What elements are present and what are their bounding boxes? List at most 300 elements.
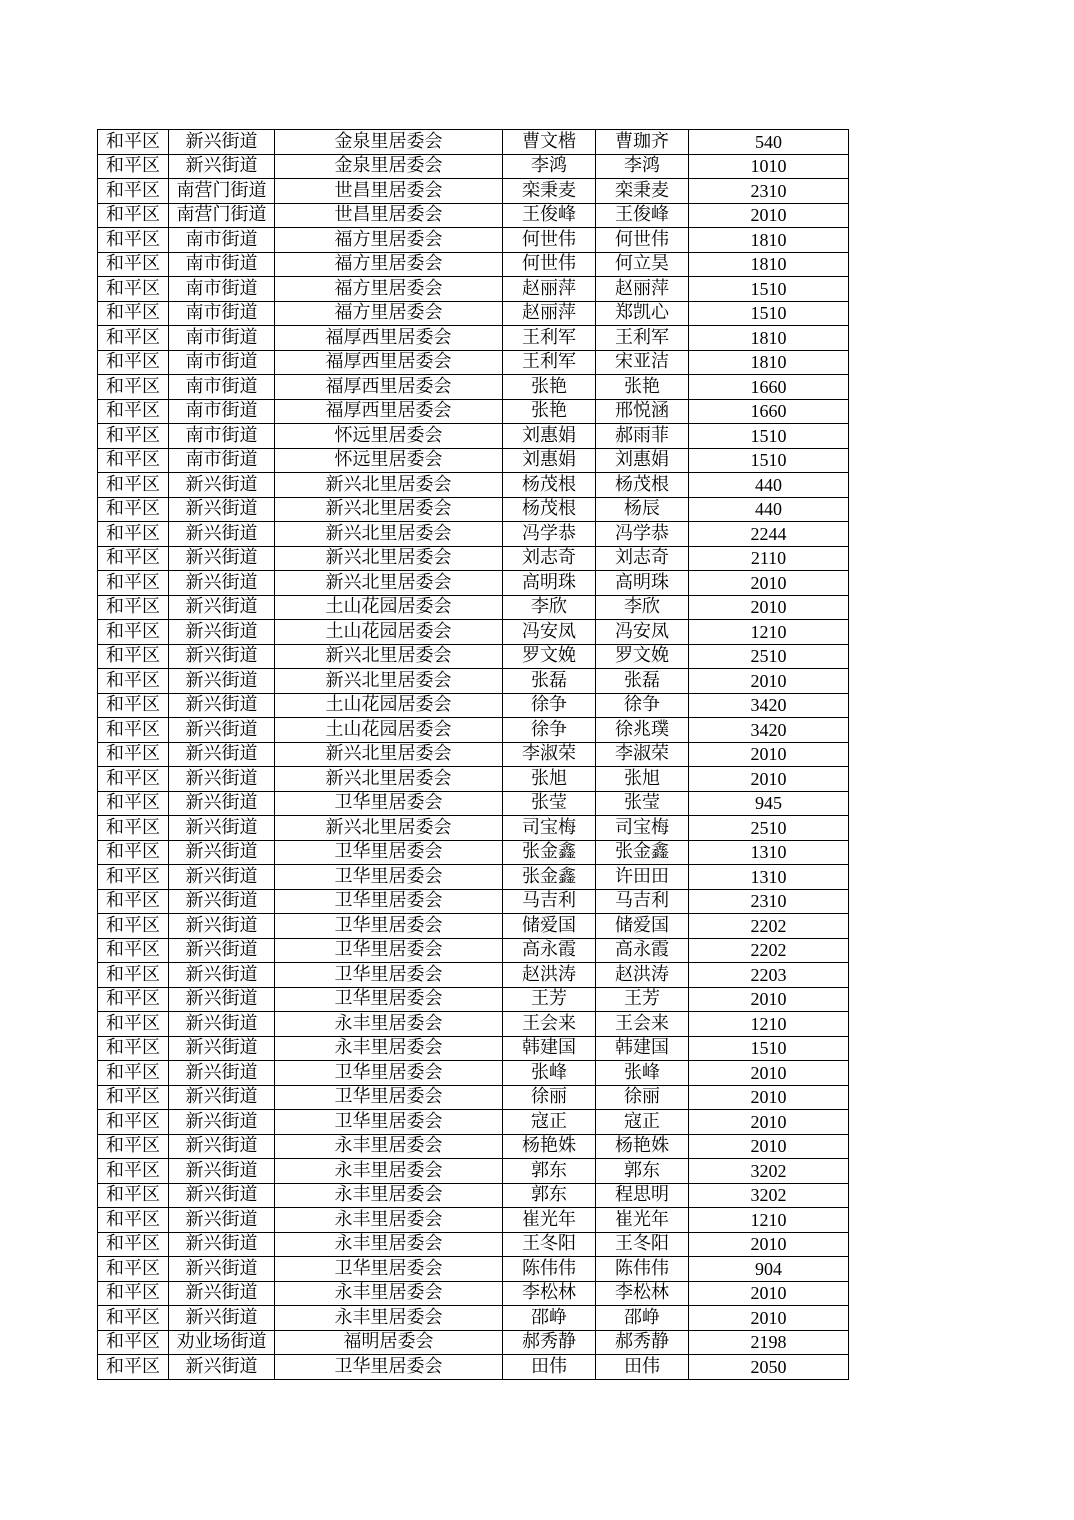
table-row [98,595,849,620]
table-row [98,644,849,669]
amount-cell: 3202 [689,1183,849,1208]
street-cell: 新兴街道 [169,889,275,914]
table-row [98,1061,849,1086]
street-cell: 新兴街道 [169,473,275,498]
applicant-cell: 何世伟 [503,228,596,253]
district-cell: 和平区 [98,669,169,694]
street-cell: 劝业场街道 [169,1330,275,1355]
amount-cell: 1510 [689,448,849,473]
district-cell: 和平区 [98,1306,169,1331]
applicant-cell: 郝秀静 [503,1330,596,1355]
district-cell: 和平区 [98,350,169,375]
applicant-cell: 高明珠 [503,571,596,596]
street-cell: 新兴街道 [169,154,275,179]
committee-cell: 卫华里居委会 [275,1061,503,1086]
applicant-cell: 刘志奇 [503,546,596,571]
district-cell: 和平区 [98,644,169,669]
district-cell: 和平区 [98,154,169,179]
amount-cell: 945 [689,791,849,816]
committee-cell: 卫华里居委会 [275,840,503,865]
applicant-cell: 邵峥 [503,1306,596,1331]
street-cell: 新兴街道 [169,938,275,963]
member-cell: 程思明 [596,1183,689,1208]
table-row [98,252,849,277]
applicant-cell: 李欣 [503,595,596,620]
table-row [98,767,849,792]
table-row [98,1183,849,1208]
district-cell: 和平区 [98,252,169,277]
street-cell: 新兴街道 [169,693,275,718]
district-cell: 和平区 [98,228,169,253]
amount-cell: 1010 [689,154,849,179]
amount-cell: 1210 [689,1012,849,1037]
committee-cell: 世昌里居委会 [275,203,503,228]
table-row [98,1085,849,1110]
member-cell: 杨艳姝 [596,1134,689,1159]
amount-cell: 2010 [689,571,849,596]
member-cell: 罗文娩 [596,644,689,669]
committee-cell: 福方里居委会 [275,301,503,326]
district-cell: 和平区 [98,718,169,743]
member-cell: 张艳 [596,375,689,400]
district-cell: 和平区 [98,1232,169,1257]
table-row [98,1208,849,1233]
committee-cell: 永丰里居委会 [275,1208,503,1233]
committee-cell: 永丰里居委会 [275,1159,503,1184]
street-cell: 新兴街道 [169,1355,275,1380]
amount-cell: 904 [689,1257,849,1282]
table-row [98,473,849,498]
street-cell: 新兴街道 [169,1306,275,1331]
street-cell: 南市街道 [169,301,275,326]
table-row [98,1232,849,1257]
applicant-cell: 曹文楷 [503,130,596,155]
member-cell: 郝雨菲 [596,424,689,449]
committee-cell: 福厚西里居委会 [275,399,503,424]
table-row [98,963,849,988]
member-cell: 田伟 [596,1355,689,1380]
member-cell: 王芳 [596,987,689,1012]
applicant-cell: 杨茂根 [503,473,596,498]
district-cell: 和平区 [98,1208,169,1233]
member-cell: 宋亚洁 [596,350,689,375]
applicant-cell: 陈伟伟 [503,1257,596,1282]
applicant-cell: 徐争 [503,718,596,743]
committee-cell: 卫华里居委会 [275,914,503,939]
table-row [98,301,849,326]
committee-cell: 土山花园居委会 [275,718,503,743]
committee-cell: 永丰里居委会 [275,1183,503,1208]
table-row [98,154,849,179]
member-cell: 崔光年 [596,1208,689,1233]
street-cell: 南市街道 [169,375,275,400]
district-cell: 和平区 [98,375,169,400]
amount-cell: 2310 [689,179,849,204]
table-row [98,546,849,571]
street-cell: 南市街道 [169,399,275,424]
street-cell: 新兴街道 [169,1208,275,1233]
amount-cell: 440 [689,497,849,522]
district-cell: 和平区 [98,399,169,424]
member-cell: 杨辰 [596,497,689,522]
table-row [98,742,849,767]
table-row [98,889,849,914]
committee-cell: 永丰里居委会 [275,1134,503,1159]
member-cell: 栾秉麦 [596,179,689,204]
applicant-cell: 冯安凤 [503,620,596,645]
district-cell: 和平区 [98,816,169,841]
member-cell: 陈伟伟 [596,1257,689,1282]
member-cell: 储爱国 [596,914,689,939]
table-row [98,130,849,155]
district-cell: 和平区 [98,277,169,302]
amount-cell: 540 [689,130,849,155]
committee-cell: 土山花园居委会 [275,693,503,718]
applicant-cell: 徐争 [503,693,596,718]
street-cell: 新兴街道 [169,914,275,939]
committee-cell: 永丰里居委会 [275,1012,503,1037]
applicant-cell: 张莹 [503,791,596,816]
committee-cell: 土山花园居委会 [275,595,503,620]
district-cell: 和平区 [98,865,169,890]
member-cell: 曹珈齐 [596,130,689,155]
committee-cell: 新兴北里居委会 [275,644,503,669]
member-cell: 邵峥 [596,1306,689,1331]
district-cell: 和平区 [98,1355,169,1380]
committee-cell: 新兴北里居委会 [275,669,503,694]
member-cell: 李松林 [596,1281,689,1306]
committee-cell: 永丰里居委会 [275,1232,503,1257]
table-row [98,718,849,743]
amount-cell: 1810 [689,350,849,375]
street-cell: 南市街道 [169,252,275,277]
member-cell: 郑凯心 [596,301,689,326]
committee-cell: 永丰里居委会 [275,1036,503,1061]
applicant-cell: 杨茂根 [503,497,596,522]
street-cell: 新兴街道 [169,1281,275,1306]
street-cell: 新兴街道 [169,1085,275,1110]
street-cell: 新兴街道 [169,644,275,669]
district-cell: 和平区 [98,1036,169,1061]
amount-cell: 1510 [689,1036,849,1061]
applicant-cell: 赵洪涛 [503,963,596,988]
table-row [98,399,849,424]
committee-cell: 土山花园居委会 [275,620,503,645]
district-cell: 和平区 [98,1012,169,1037]
district-cell: 和平区 [98,497,169,522]
street-cell: 南市街道 [169,228,275,253]
table-row [98,620,849,645]
applicant-cell: 马吉利 [503,889,596,914]
district-cell: 和平区 [98,938,169,963]
street-cell: 新兴街道 [169,595,275,620]
committee-cell: 卫华里居委会 [275,938,503,963]
member-cell: 王冬阳 [596,1232,689,1257]
street-cell: 新兴街道 [169,546,275,571]
applicant-cell: 冯学恭 [503,522,596,547]
street-cell: 新兴街道 [169,1183,275,1208]
amount-cell: 2010 [689,987,849,1012]
member-cell: 王会来 [596,1012,689,1037]
committee-cell: 新兴北里居委会 [275,546,503,571]
table-row [98,938,849,963]
table-row [98,1355,849,1380]
committee-cell: 新兴北里居委会 [275,522,503,547]
amount-cell: 2010 [689,595,849,620]
applicant-cell: 张金鑫 [503,840,596,865]
amount-cell: 440 [689,473,849,498]
applicant-cell: 栾秉麦 [503,179,596,204]
member-cell: 刘志奇 [596,546,689,571]
street-cell: 新兴街道 [169,767,275,792]
amount-cell: 2010 [689,669,849,694]
amount-cell: 1310 [689,865,849,890]
table-row [98,497,849,522]
amount-cell: 1210 [689,620,849,645]
street-cell: 南市街道 [169,424,275,449]
district-cell: 和平区 [98,840,169,865]
amount-cell: 1660 [689,375,849,400]
applicant-cell: 赵丽萍 [503,277,596,302]
committee-cell: 新兴北里居委会 [275,473,503,498]
applicant-cell: 王利军 [503,326,596,351]
applicant-cell: 何世伟 [503,252,596,277]
district-cell: 和平区 [98,571,169,596]
applicant-cell: 刘惠娟 [503,448,596,473]
amount-cell: 2010 [689,767,849,792]
committee-cell: 卫华里居委会 [275,1355,503,1380]
street-cell: 新兴街道 [169,865,275,890]
table-row [98,1330,849,1355]
district-cell: 和平区 [98,326,169,351]
committee-cell: 福方里居委会 [275,277,503,302]
district-cell: 和平区 [98,1159,169,1184]
applicant-cell: 张金鑫 [503,865,596,890]
committee-cell: 卫华里居委会 [275,1085,503,1110]
table-row [98,1012,849,1037]
district-cell: 和平区 [98,301,169,326]
applicant-cell: 王冬阳 [503,1232,596,1257]
amount-cell: 1810 [689,252,849,277]
district-cell: 和平区 [98,620,169,645]
street-cell: 新兴街道 [169,522,275,547]
committee-cell: 福厚西里居委会 [275,375,503,400]
district-cell: 和平区 [98,130,169,155]
member-cell: 徐兆璞 [596,718,689,743]
street-cell: 新兴街道 [169,497,275,522]
district-cell: 和平区 [98,987,169,1012]
table-row [98,914,849,939]
table-row [98,1306,849,1331]
committee-cell: 新兴北里居委会 [275,497,503,522]
applicant-cell: 崔光年 [503,1208,596,1233]
committee-cell: 卫华里居委会 [275,1110,503,1135]
table-row [98,448,849,473]
table-row [98,571,849,596]
table-row [98,816,849,841]
street-cell: 南营门街道 [169,203,275,228]
district-cell: 和平区 [98,1330,169,1355]
committee-cell: 怀远里居委会 [275,448,503,473]
amount-cell: 1510 [689,301,849,326]
committee-cell: 卫华里居委会 [275,865,503,890]
table-row [98,1110,849,1135]
table-row [98,228,849,253]
amount-cell: 1660 [689,399,849,424]
street-cell: 新兴街道 [169,1232,275,1257]
applicant-cell: 王会来 [503,1012,596,1037]
applicant-cell: 徐丽 [503,1085,596,1110]
street-cell: 新兴街道 [169,1257,275,1282]
member-cell: 赵洪涛 [596,963,689,988]
applicant-cell: 郭东 [503,1183,596,1208]
street-cell: 新兴街道 [169,1110,275,1135]
table-row [98,1281,849,1306]
district-cell: 和平区 [98,1085,169,1110]
applicant-cell: 刘惠娟 [503,424,596,449]
amount-cell: 3420 [689,693,849,718]
applicant-cell: 寇正 [503,1110,596,1135]
committee-cell: 福厚西里居委会 [275,326,503,351]
street-cell: 南市街道 [169,277,275,302]
amount-cell: 2010 [689,203,849,228]
applicant-cell: 张艳 [503,375,596,400]
street-cell: 新兴街道 [169,963,275,988]
member-cell: 马吉利 [596,889,689,914]
table-row [98,1159,849,1184]
applicant-cell: 王俊峰 [503,203,596,228]
committee-cell: 怀远里居委会 [275,424,503,449]
member-cell: 刘惠娟 [596,448,689,473]
street-cell: 新兴街道 [169,791,275,816]
amount-cell: 2010 [689,742,849,767]
amount-cell: 2010 [689,1306,849,1331]
committee-cell: 永丰里居委会 [275,1281,503,1306]
table-row [98,865,849,890]
applicant-cell: 郭东 [503,1159,596,1184]
district-cell: 和平区 [98,693,169,718]
district-cell: 和平区 [98,473,169,498]
member-cell: 李欣 [596,595,689,620]
member-cell: 许田田 [596,865,689,890]
district-cell: 和平区 [98,1257,169,1282]
district-cell: 和平区 [98,791,169,816]
member-cell: 王利军 [596,326,689,351]
table-row [98,693,849,718]
street-cell: 新兴街道 [169,571,275,596]
applicant-cell: 王利军 [503,350,596,375]
applicant-cell: 张艳 [503,399,596,424]
street-cell: 新兴街道 [169,816,275,841]
member-cell: 张莹 [596,791,689,816]
member-cell: 郝秀静 [596,1330,689,1355]
district-cell: 和平区 [98,889,169,914]
committee-cell: 福方里居委会 [275,228,503,253]
table-row [98,326,849,351]
committee-cell: 卫华里居委会 [275,889,503,914]
applicant-cell: 杨艳姝 [503,1134,596,1159]
street-cell: 新兴街道 [169,1159,275,1184]
applicant-cell: 李淑荣 [503,742,596,767]
amount-cell: 3420 [689,718,849,743]
applicant-cell: 张峰 [503,1061,596,1086]
member-cell: 冯安凤 [596,620,689,645]
street-cell: 新兴街道 [169,718,275,743]
street-cell: 新兴街道 [169,1134,275,1159]
street-cell: 新兴街道 [169,669,275,694]
table-row [98,1134,849,1159]
table-row [98,669,849,694]
amount-cell: 2202 [689,914,849,939]
amount-cell: 2010 [689,1085,849,1110]
member-cell: 司宝梅 [596,816,689,841]
amount-cell: 2202 [689,938,849,963]
committee-cell: 新兴北里居委会 [275,571,503,596]
amount-cell: 2203 [689,963,849,988]
applicant-cell: 田伟 [503,1355,596,1380]
data-table [97,129,849,1380]
amount-cell: 1810 [689,228,849,253]
applicant-cell: 李鸿 [503,154,596,179]
member-cell: 郭东 [596,1159,689,1184]
amount-cell: 2510 [689,816,849,841]
amount-cell: 3202 [689,1159,849,1184]
amount-cell: 2010 [689,1281,849,1306]
table-row [98,203,849,228]
member-cell: 冯学恭 [596,522,689,547]
member-cell: 何立昊 [596,252,689,277]
district-cell: 和平区 [98,1061,169,1086]
amount-cell: 1810 [689,326,849,351]
committee-cell: 卫华里居委会 [275,1257,503,1282]
member-cell: 高永霞 [596,938,689,963]
member-cell: 张金鑫 [596,840,689,865]
member-cell: 徐丽 [596,1085,689,1110]
amount-cell: 2510 [689,644,849,669]
member-cell: 徐争 [596,693,689,718]
table-row [98,277,849,302]
district-cell: 和平区 [98,1281,169,1306]
member-cell: 高明珠 [596,571,689,596]
street-cell: 新兴街道 [169,130,275,155]
member-cell: 王俊峰 [596,203,689,228]
table-row [98,522,849,547]
district-cell: 和平区 [98,1134,169,1159]
applicant-cell: 王芳 [503,987,596,1012]
street-cell: 南市街道 [169,448,275,473]
amount-cell: 1510 [689,424,849,449]
committee-cell: 卫华里居委会 [275,987,503,1012]
applicant-cell: 高永霞 [503,938,596,963]
committee-cell: 卫华里居委会 [275,791,503,816]
street-cell: 南营门街道 [169,179,275,204]
district-cell: 和平区 [98,1183,169,1208]
applicant-cell: 罗文娩 [503,644,596,669]
member-cell: 韩建国 [596,1036,689,1061]
applicant-cell: 张旭 [503,767,596,792]
member-cell: 寇正 [596,1110,689,1135]
table-row [98,1036,849,1061]
district-cell: 和平区 [98,448,169,473]
member-cell: 邢悦涵 [596,399,689,424]
amount-cell: 1510 [689,277,849,302]
street-cell: 新兴街道 [169,987,275,1012]
district-cell: 和平区 [98,424,169,449]
district-cell: 和平区 [98,963,169,988]
street-cell: 新兴街道 [169,742,275,767]
member-cell: 张磊 [596,669,689,694]
committee-cell: 福方里居委会 [275,252,503,277]
